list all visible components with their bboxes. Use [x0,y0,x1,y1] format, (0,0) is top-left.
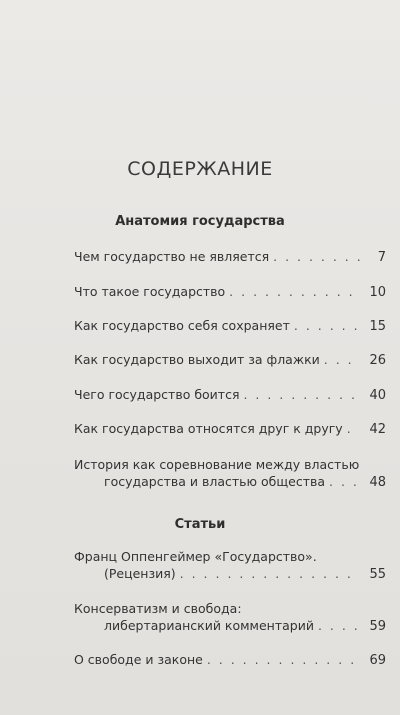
toc-entry-page: 69 [369,653,386,668]
toc-entry-page: 59 [369,619,386,634]
toc-entry-page: 55 [369,567,386,582]
toc-entry-page: 26 [369,353,386,368]
toc-entry-page: 10 [369,285,386,300]
section-heading-anatomy: Анатомия государства [115,214,285,229]
toc-entry-title-line-1: Консерватизм и свобода: [74,601,242,616]
toc-entry-page: 15 [369,319,386,334]
toc-entry[interactable] [74,317,386,335]
toc-entry[interactable] [74,600,386,635]
dot-leader [207,651,360,668]
toc-entry-page: 40 [369,388,386,403]
toc-entry-title-line-2: государства и властью общества [104,474,326,489]
dot-leader [329,473,360,490]
dot-leader [180,565,360,582]
toc-entry-title-line-1: История как соревнование между властью [74,457,360,472]
toc-entry-title-line-1: Франц Оппенгеймер «Государство». [74,549,317,564]
toc-entry-title: О свободе и законе [74,652,203,667]
toc-entry[interactable] [74,351,386,369]
toc-entry-title-line-2: либертарианский комментарий [104,618,314,633]
toc-entry[interactable] [74,283,386,301]
toc-entry[interactable] [74,386,386,404]
toc-entry-title: Как государство выходит за флажки [74,352,320,367]
toc-entry[interactable] [74,548,386,583]
toc-entry[interactable] [74,420,386,438]
toc-entry-title: Чего государство боится [74,387,240,402]
toc-entry[interactable] [74,651,386,669]
toc-entry[interactable] [74,248,386,266]
toc-entry-title: Как государства относятся друг к другу [74,421,343,436]
toc-entry-page: 48 [369,475,386,490]
toc-entry-title-line-2: (Рецензия) [104,566,176,581]
dot-leader [243,386,360,403]
section-heading-articles: Статьи [174,517,226,532]
dot-leader [273,248,360,265]
toc-entry-title: Как государство себя сохраняет [74,318,290,333]
dot-leader [324,351,360,368]
dot-leader [318,617,360,634]
toc-entry-title: Чем государство не является [74,249,270,264]
toc-entry-page: 42 [369,422,386,437]
dot-leader [294,317,360,334]
toc-entry-page: 7 [377,250,386,265]
dot-leader [229,283,360,300]
toc-entry[interactable] [74,456,386,491]
dot-leader [347,420,360,437]
toc-entry-title: Что такое государство [74,284,226,299]
page-title: СОДЕРЖАНИЕ [127,158,273,180]
